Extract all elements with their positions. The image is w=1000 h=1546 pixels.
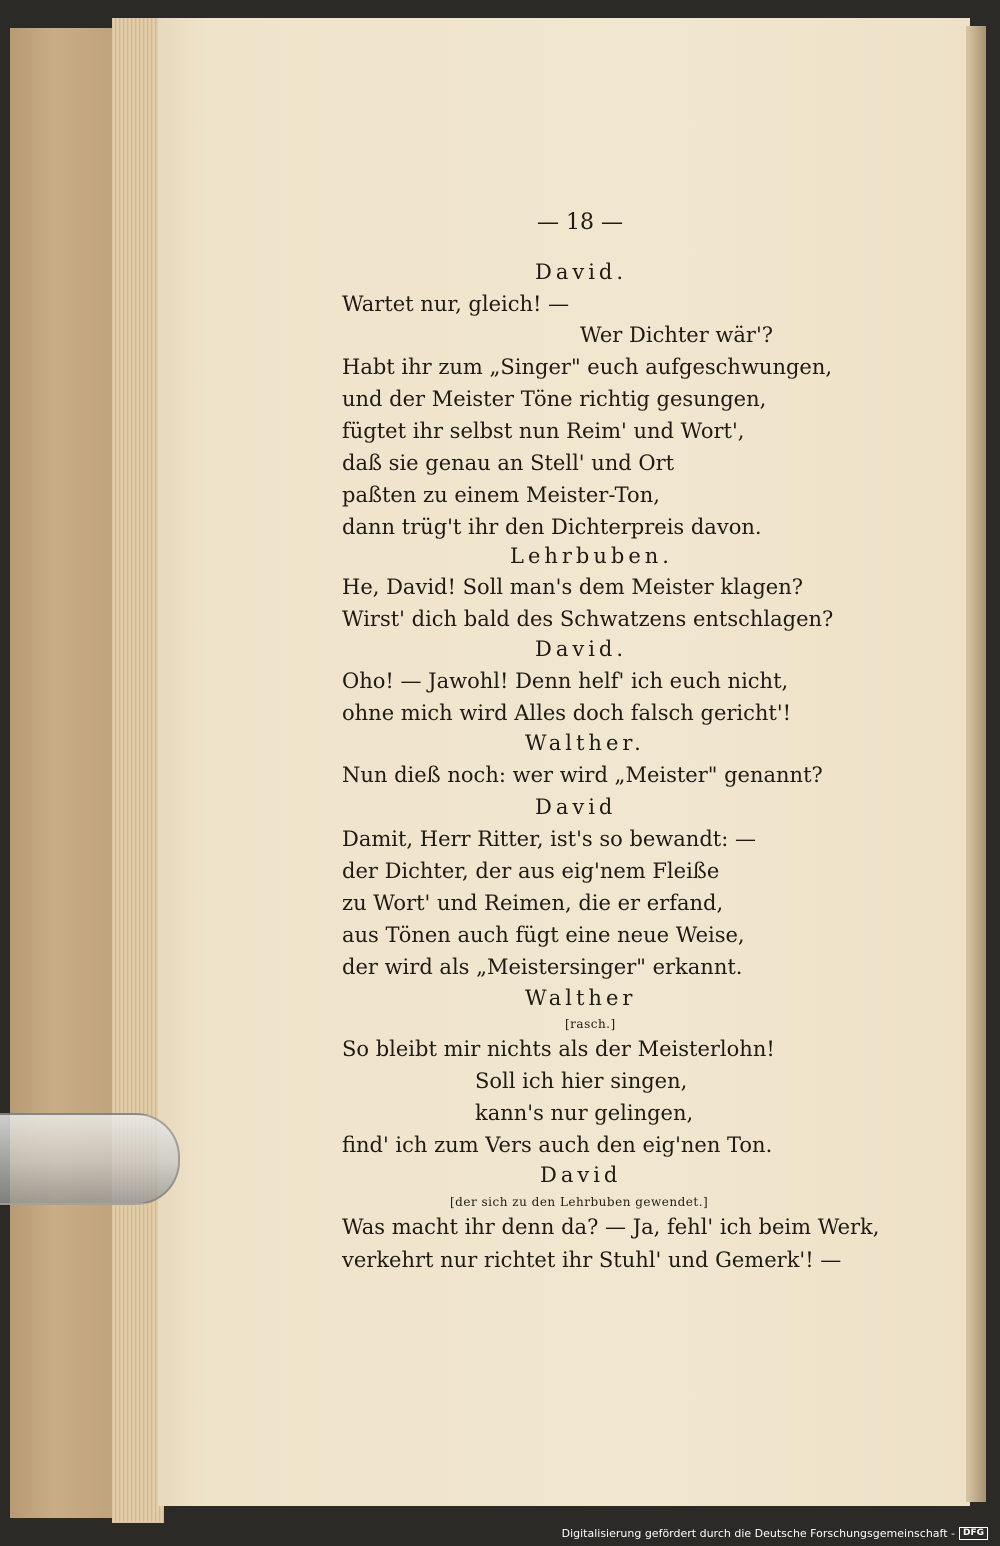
verse-line: fügtet ihr selbst nun Reim' und Wort', (342, 419, 745, 443)
verse-line: paßten zu einem Meister-Ton, (342, 483, 660, 507)
page-right-shadow (966, 26, 986, 1502)
stage-direction: [rasch.] (565, 1017, 616, 1031)
stage-direction: [der sich zu den Lehrbuben gewendet.] (450, 1195, 709, 1209)
verse-line: verkehrt nur richtet ihr Stuhl' und Gemerk'! — (342, 1248, 842, 1272)
verse-line: der wird als „Meistersinger" erkannt. (342, 955, 743, 979)
page-number: — 18 — (537, 210, 623, 235)
verse-line: Habt ihr zum „Singer" euch aufgeschwungen, (342, 355, 833, 379)
verse-line: Damit, Herr Ritter, ist's so bewandt: — (342, 827, 756, 851)
verse-line: find' ich zum Vers auch den eig'nen Ton. (342, 1133, 773, 1157)
verse-line: dann trüg't ihr den Dichterpreis davon. (342, 515, 762, 539)
page-stack-edge (112, 18, 164, 1523)
speaker-heading: David (535, 795, 617, 819)
verse-line: Was macht ihr denn da? — Ja, fehl' ich beim Werk, (342, 1215, 880, 1239)
verse-line: ohne mich wird Alles doch falsch gericht'! (342, 701, 792, 725)
speaker-heading: Walther. (525, 731, 645, 755)
verse-line: Wirst' dich bald des Schwatzens entschlagen? (342, 607, 834, 631)
speaker-heading: Lehrbuben. (510, 544, 673, 568)
verse-line: He, David! Soll man's dem Meister klagen? (342, 575, 803, 599)
verse-line: kann's nur gelingen, (475, 1101, 694, 1125)
dfg-logo: DFG (959, 1527, 988, 1540)
verse-line: Soll ich hier singen, (475, 1069, 688, 1093)
verse-line: der Dichter, der aus eig'nem Fleiße (342, 859, 720, 883)
verse-line: Wartet nur, gleich! — (342, 292, 570, 316)
verse-line: aus Tönen auch fügt eine neue Weise, (342, 923, 745, 947)
verse-line: zu Wort' und Reimen, die er erfand, (342, 891, 724, 915)
book-cover-edge (10, 28, 120, 1518)
verse-line: daß sie genau an Stell' und Ort (342, 451, 675, 475)
verse-line: So bleibt mir nichts als der Meisterlohn! (342, 1037, 775, 1061)
book-page (158, 18, 970, 1506)
digitization-credit (562, 1527, 988, 1540)
verse-line: Nun dieß noch: wer wird „Meister" genannt? (342, 763, 823, 787)
verse-line: Wer Dichter wär'? (580, 323, 773, 347)
speaker-heading: David. (535, 637, 628, 661)
page-clip (0, 1113, 180, 1205)
speaker-heading: David (540, 1163, 622, 1187)
speaker-heading: Walther (525, 986, 637, 1010)
speaker-heading: David. (535, 260, 628, 284)
verse-line: und der Meister Töne richtig gesungen, (342, 387, 767, 411)
credit-text: Digitalisierung gefördert durch die Deutsche Forschungsgemeinschaft - (561, 1527, 955, 1540)
verse-line: Oho! — Jawohl! Denn helf' ich euch nicht, (342, 669, 789, 693)
